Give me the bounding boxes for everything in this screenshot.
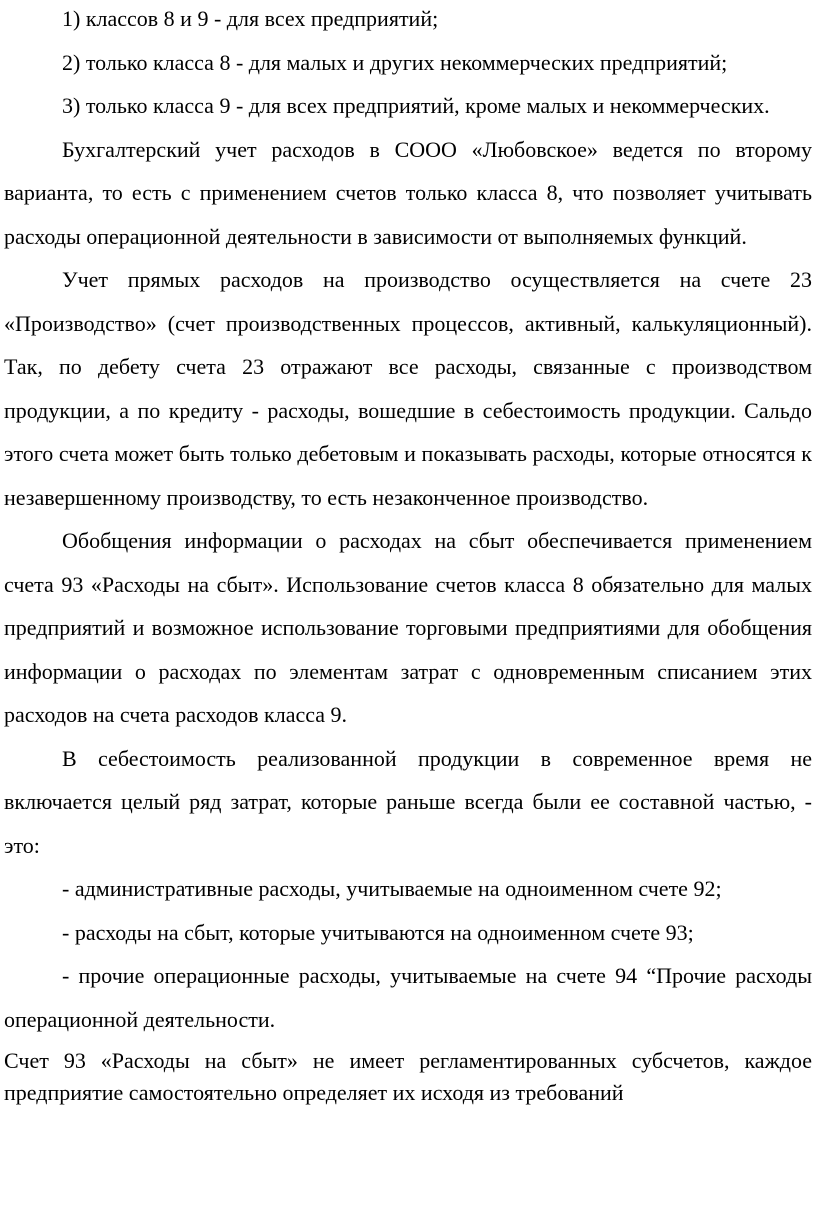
paragraph-accounting-variant: Бухгалтерский учет расходов в СООО «Любовское» ведется по второму варианта, то есть с применением счетов только класса 8, что позволяет учитывать расходы операционной деятельности в зависимости от выполняемых функций. xyxy=(4,136,812,249)
paragraph-sales-costs: Обобщения информации о расходах на сбыт обеспечивается применением счета 93 «Расходы на сбыт». Использование счетов класса 8 обязательно для малых предприятий и возможное использование торговыми предприятиями для обобщения информации о расходах по элементам затрат с одновременным списанием этих расходов на счета расходов класса 9. xyxy=(4,528,812,727)
list-item-other-expenses: - прочие операционные расходы, учитываемые на счете 94 “Прочие расходы операционной деятельности. xyxy=(4,963,812,1032)
list-item-sales-expenses: - расходы на сбыт, которые учитываются на одноименном счете 93; xyxy=(62,919,694,945)
paragraph-account-93: Счет 93 «Расходы на сбыт» не имеет регламентированных субсчетов, каждое предприятие самостоятельно определяет их исходя из требований xyxy=(4,1048,812,1105)
list-item-2: 2) только класса 8 - для малых и других некоммерческих предприятий; xyxy=(62,49,728,75)
list-item-3: 3) только класса 9 - для всех предприятий, кроме малых и некоммерческих. xyxy=(62,93,770,118)
paragraph-cost-of-sales: В себестоимость реализованной продукции в современное время не включается целый ряд затрат, которые раньше всегда были ее составной частью, - это: xyxy=(4,745,812,858)
list-item-admin-expenses: - административные расходы, учитываемые на одноименном счете 92; xyxy=(62,876,722,901)
list-item-1: 1) классов 8 и 9 - для всех предприятий; xyxy=(62,6,439,31)
paragraph-direct-costs: Учет прямых расходов на производство осуществляется на счете 23 «Производство» (счет производственных процессов, активный, калькуляционный). Так, по дебету счета 23 отражают все расходы, связанные с производством продукции, а по кредиту - расходы, вошедшие в себестоимость продукции. Сальдо этого счета может быть только дебетовым и показывать расходы, которые относятся к незавершенному производству, то есть незаконченное производство. xyxy=(4,267,812,510)
